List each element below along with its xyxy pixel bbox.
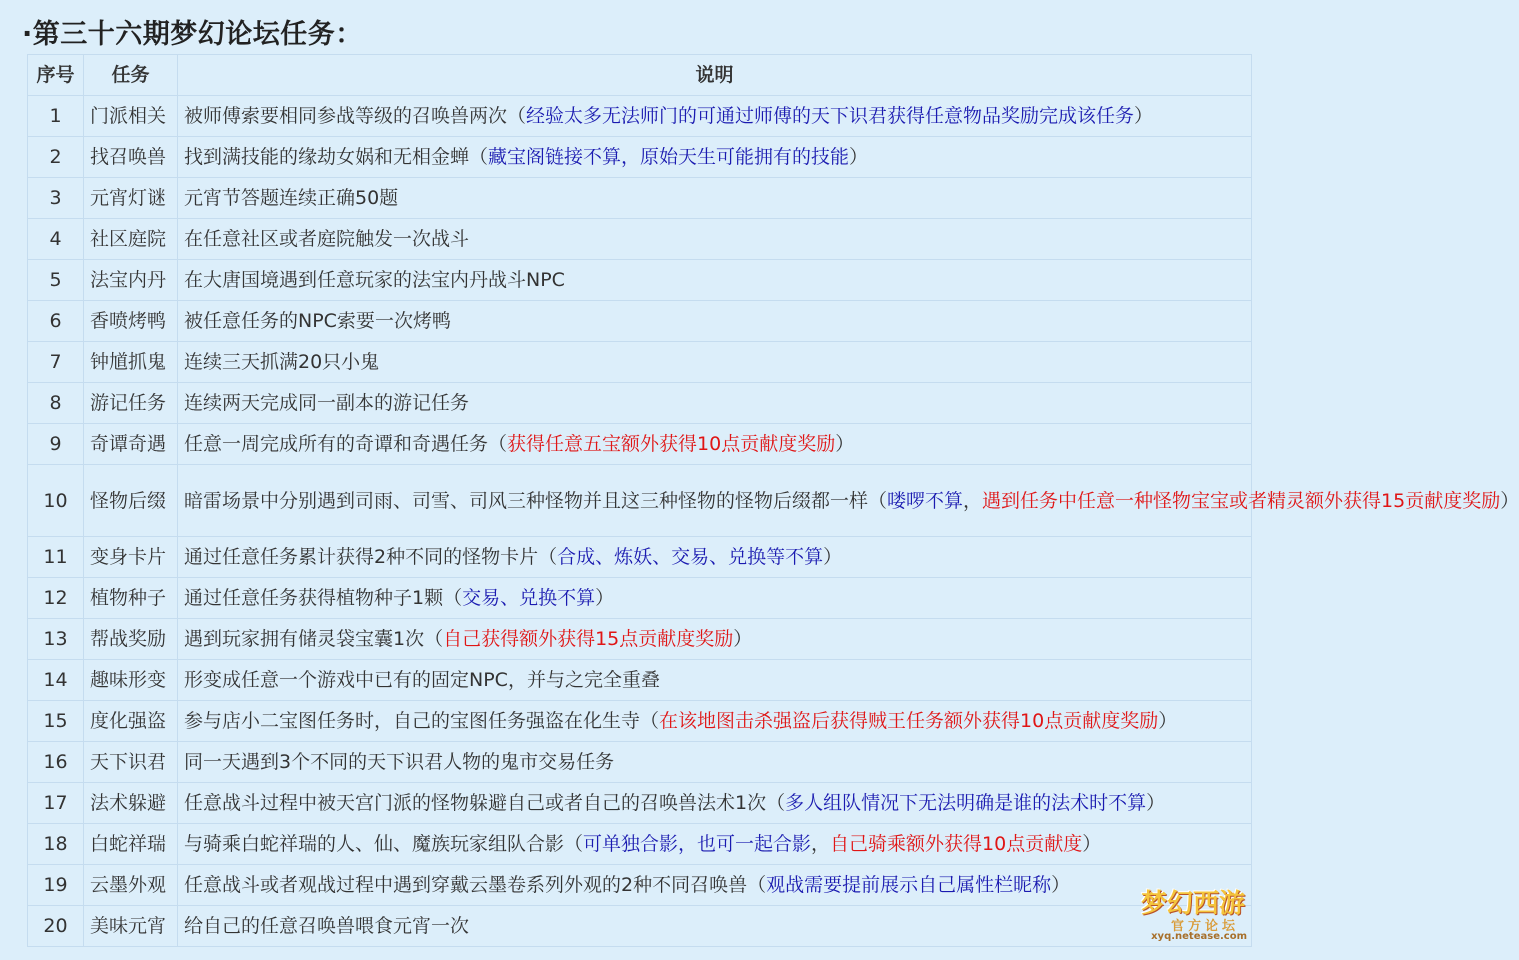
note-blue: 多人组队情况下无法明确是谁的法术时不算 bbox=[785, 792, 1147, 814]
table-body bbox=[28, 96, 1519, 947]
row-task-name: 变身卡片 bbox=[84, 537, 178, 578]
row-description bbox=[178, 660, 1252, 701]
row-task-name: 植物种子 bbox=[84, 578, 178, 619]
table-row bbox=[28, 619, 1252, 660]
row-description bbox=[178, 137, 1252, 178]
description-text: 参与店小二宝图任务时，自己的宝图任务强盗在化生寺（ bbox=[184, 710, 660, 732]
description-text: 给自己的任意召唤兽喂食元宵一次 bbox=[184, 915, 470, 937]
row-index: 8 bbox=[28, 383, 84, 424]
description-text: ） bbox=[835, 433, 855, 455]
row-task-name: 香喷烤鸭 bbox=[84, 301, 178, 342]
description-text: 同一天遇到3个不同的天下识君人物的鬼市交易任务 bbox=[184, 751, 615, 773]
watermark-subtitle: 官方论坛 bbox=[1170, 919, 1239, 934]
reward-note-red: 自己获得额外获得15点贡献度奖励 bbox=[443, 628, 734, 650]
row-description bbox=[178, 424, 1252, 465]
note-blue: 合成、炼妖、交易、兑换等不算 bbox=[557, 546, 824, 568]
page-title: ·第三十六期梦幻论坛任务： bbox=[22, 19, 363, 50]
table-row bbox=[28, 137, 1252, 178]
description-text: 在大唐国境遇到任意玩家的法宝内丹战斗NPC bbox=[184, 269, 565, 291]
table-row bbox=[28, 342, 1252, 383]
row-description bbox=[178, 537, 1252, 578]
row-index: 10 bbox=[28, 465, 84, 537]
row-description bbox=[178, 783, 1252, 824]
row-task-name: 元宵灯谜 bbox=[84, 178, 178, 219]
note-blue: 交易、兑换不算 bbox=[462, 587, 596, 609]
description-text: 形变成任意一个游戏中已有的固定NPC，并与之完全重叠 bbox=[184, 669, 660, 691]
description-text: ） bbox=[1051, 874, 1071, 896]
table-row bbox=[28, 783, 1252, 824]
watermark-url: xyq.netease.com bbox=[1151, 931, 1247, 942]
table-row bbox=[28, 178, 1252, 219]
table-row bbox=[28, 824, 1252, 865]
row-description bbox=[178, 301, 1252, 342]
row-description bbox=[178, 219, 1252, 260]
description-text: ） bbox=[1082, 833, 1102, 855]
table-row bbox=[28, 660, 1252, 701]
row-task-name: 找召唤兽 bbox=[84, 137, 178, 178]
row-description bbox=[178, 906, 1252, 947]
row-description bbox=[178, 619, 1252, 660]
row-index: 20 bbox=[28, 906, 84, 947]
row-task-name: 门派相关 bbox=[84, 96, 178, 137]
table-row bbox=[28, 465, 1252, 537]
header-index: 序号 bbox=[28, 55, 84, 96]
row-task-name: 法术躲避 bbox=[84, 783, 178, 824]
row-description bbox=[178, 701, 1252, 742]
row-index: 2 bbox=[28, 137, 84, 178]
row-index: 11 bbox=[28, 537, 84, 578]
row-task-name: 帮战奖励 bbox=[84, 619, 178, 660]
table-row bbox=[28, 383, 1252, 424]
header-description: 说明 bbox=[178, 55, 1252, 96]
description-text: 遇到玩家拥有储灵袋宝囊1次（ bbox=[184, 628, 444, 650]
header-task: 任务 bbox=[84, 55, 178, 96]
row-index: 18 bbox=[28, 824, 84, 865]
row-description bbox=[178, 96, 1252, 137]
reward-note-red: 遇到任务中任意一种怪物宝宝或者精灵额外获得15贡献度奖励 bbox=[982, 489, 1501, 512]
row-index: 1 bbox=[28, 96, 84, 137]
row-task-name: 天下识君 bbox=[84, 742, 178, 783]
row-task-name: 趣味形变 bbox=[84, 660, 178, 701]
table-row bbox=[28, 742, 1252, 783]
row-task-name: 白蛇祥瑞 bbox=[84, 824, 178, 865]
description-text: 连续两天完成同一副本的游记任务 bbox=[184, 392, 470, 414]
description-text: ） bbox=[1134, 105, 1154, 127]
description-text: 元宵节答题连续正确50题 bbox=[184, 187, 399, 209]
row-index: 6 bbox=[28, 301, 84, 342]
reward-note-red: 获得任意五宝额外获得10点贡献度奖励 bbox=[507, 433, 836, 455]
table-row bbox=[28, 301, 1252, 342]
description-text: 连续三天抓满20只小鬼 bbox=[184, 351, 380, 373]
note-blue: 经验太多无法师门的可通过师傅的天下识君获得任意物品奖励完成该任务 bbox=[526, 105, 1135, 127]
description-text: ） bbox=[1146, 792, 1166, 814]
row-description bbox=[178, 178, 1252, 219]
description-text: ， bbox=[811, 833, 831, 855]
row-description bbox=[178, 342, 1252, 383]
table-row bbox=[28, 260, 1252, 301]
table-row bbox=[28, 96, 1252, 137]
row-index: 3 bbox=[28, 178, 84, 219]
row-description bbox=[178, 465, 1519, 537]
reward-note-red: 在该地图击杀强盗后获得贼王任务额外获得10点贡献度奖励 bbox=[659, 710, 1159, 732]
row-task-name: 游记任务 bbox=[84, 383, 178, 424]
row-index: 13 bbox=[28, 619, 84, 660]
row-index: 4 bbox=[28, 219, 84, 260]
table-row bbox=[28, 219, 1252, 260]
note-blue: 可单独合影，也可一起合影 bbox=[583, 833, 812, 855]
row-task-name: 钟馗抓鬼 bbox=[84, 342, 178, 383]
row-task-name: 美味元宵 bbox=[84, 906, 178, 947]
reward-note-red: 自己骑乘额外获得10点贡献度 bbox=[830, 833, 1083, 855]
description-text: 通过任意任务累计获得2种不同的怪物卡片（ bbox=[184, 546, 558, 568]
description-text: ， bbox=[963, 489, 983, 512]
row-task-name: 云墨外观 bbox=[84, 865, 178, 906]
description-text: 被师傅索要相同参战等级的召唤兽两次（ bbox=[184, 105, 527, 127]
row-description bbox=[178, 824, 1252, 865]
description-text: 任意战斗或者观战过程中遇到穿戴云墨卷系列外观的2种不同召唤兽（ bbox=[184, 874, 767, 896]
row-index: 14 bbox=[28, 660, 84, 701]
row-index: 15 bbox=[28, 701, 84, 742]
table-row bbox=[28, 865, 1252, 906]
row-description bbox=[178, 578, 1252, 619]
table-row bbox=[28, 701, 1252, 742]
row-index: 12 bbox=[28, 578, 84, 619]
description-text: ） bbox=[595, 587, 615, 609]
row-index: 9 bbox=[28, 424, 84, 465]
description-text: 任意一周完成所有的奇谭和奇遇任务（ bbox=[184, 433, 508, 455]
watermark-logo: 梦幻西游 bbox=[1140, 889, 1245, 919]
description-text: ） bbox=[823, 546, 843, 568]
description-text: ） bbox=[1500, 489, 1519, 512]
task-table bbox=[27, 54, 1519, 947]
description-text: 任意战斗过程中被天宫门派的怪物躲避自己或者自己的召唤兽法术1次（ bbox=[184, 792, 786, 814]
row-task-name: 奇谭奇遇 bbox=[84, 424, 178, 465]
row-description bbox=[178, 260, 1252, 301]
description-text: ） bbox=[733, 628, 753, 650]
note-blue: 喽啰不算 bbox=[887, 489, 964, 512]
table-row bbox=[28, 424, 1252, 465]
row-index: 7 bbox=[28, 342, 84, 383]
table-header-row bbox=[28, 55, 1252, 96]
description-text: 被任意任务的NPC索要一次烤鸭 bbox=[184, 310, 451, 332]
row-index: 19 bbox=[28, 865, 84, 906]
row-description bbox=[178, 383, 1252, 424]
description-text: ） bbox=[1158, 710, 1178, 732]
description-text: 找到满技能的缘劫女娲和无相金蝉（ bbox=[184, 146, 489, 168]
row-index: 5 bbox=[28, 260, 84, 301]
row-task-name: 度化强盗 bbox=[84, 701, 178, 742]
row-index: 17 bbox=[28, 783, 84, 824]
row-description bbox=[178, 742, 1252, 783]
description-text: 在任意社区或者庭院触发一次战斗 bbox=[184, 228, 470, 250]
row-task-name: 社区庭院 bbox=[84, 219, 178, 260]
description-text: 与骑乘白蛇祥瑞的人、仙、魔族玩家组队合影（ bbox=[184, 833, 584, 855]
note-blue: 观战需要提前展示自己属性栏昵称 bbox=[766, 874, 1052, 896]
note-blue: 藏宝阁链接不算，原始天生可能拥有的技能 bbox=[488, 146, 850, 168]
table-row bbox=[28, 537, 1252, 578]
row-description bbox=[178, 865, 1252, 906]
description-text: ） bbox=[849, 146, 869, 168]
row-index: 16 bbox=[28, 742, 84, 783]
description-text: 暗雷场景中分别遇到司雨、司雪、司风三种怪物并且这三种怪物的怪物后缀都一样（ bbox=[184, 489, 888, 512]
table-row bbox=[28, 578, 1252, 619]
description-text: 通过任意任务获得植物种子1颗（ bbox=[184, 587, 463, 609]
table-row bbox=[28, 906, 1252, 947]
row-task-name: 怪物后缀 bbox=[84, 465, 178, 537]
row-task-name: 法宝内丹 bbox=[84, 260, 178, 301]
